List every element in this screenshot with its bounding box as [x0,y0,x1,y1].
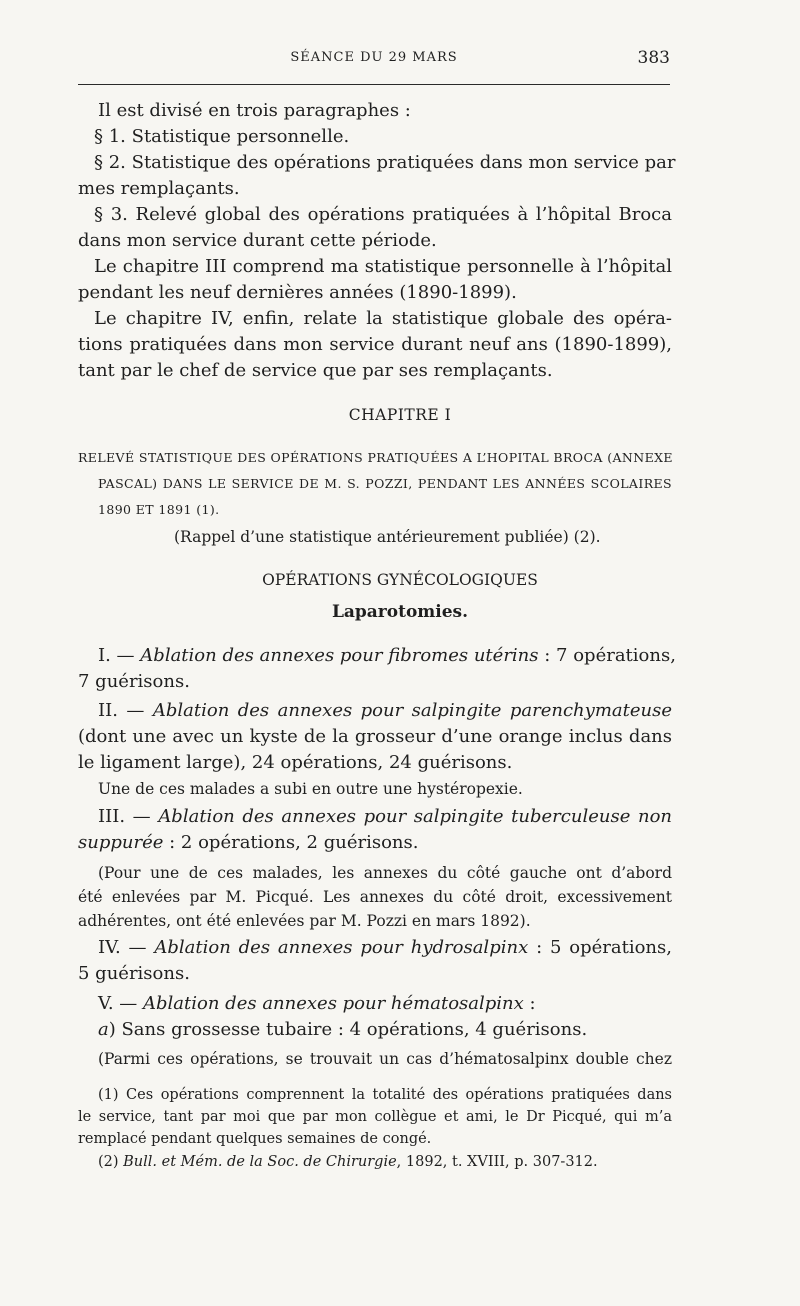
page-number: 383 [637,48,670,68]
intro-line: dans mon service durant cette période. [78,230,437,251]
footnote-1-line: le service, tant par moi que par mon collègue et ami, le Dr Picqué, qui m’a [78,1109,672,1125]
intro-line: Il est divisé en trois paragraphes : [98,100,411,121]
item-iv-count: : 5 opérations, [536,937,672,958]
item-iv-line [98,937,672,959]
item-i-title: Ablation des annexes pour fibromes utérins [140,645,539,666]
footnote-2 [98,1151,598,1173]
footnote-1-line: remplacé pendant quelques semaines de congé. [78,1131,432,1147]
item-v-a-line [98,1019,587,1041]
item-v-a-label: a [98,1019,109,1040]
item-iv-title: Ablation des annexes pour hydrosalpinx [154,937,529,958]
item-iii-line [98,806,672,828]
intro-line: tant par le chef de service que par ses remplaçants. [78,360,553,381]
footnote-2-rest: , 1892, t. XVIII, p. 307-312. [396,1154,598,1170]
item-v-a-text: ) Sans grossesse tubaire : 4 opérations, 4 guérisons. [108,1019,588,1040]
item-iii-line2 [78,832,418,854]
item-ii-line [98,700,672,722]
item-iii-number: III. — [98,806,151,827]
item-iii-note-line: (Pour une de ces malades, les annexes du côté gauche ont d’abord [98,864,672,882]
chapter-title-line: PASCAL) DANS LE SERVICE DE M. S. POZZI, PENDANT LES ANNÉES SCOLAIRES [98,476,672,491]
item-i-line2: 7 guérisons. [78,671,190,692]
intro-line: § 3. Relevé global des opérations pratiquées à l’hôpital Broca [94,204,672,225]
item-iii-note-line: adhérentes, ont été enlevées par M. Pozzi en mars 1892). [78,912,531,930]
header-rule [78,84,670,85]
item-v-colon: : [529,993,536,1014]
chapter-title-line: RELEVÉ STATISTIQUE DES OPÉRATIONS PRATIQUÉES A L’HOPITAL BROCA (ANNEXE [78,450,673,465]
rappel-note: (Rappel d’une statistique antérieurement publiée) (2). [174,528,601,546]
footnote-2-title: Bull. et Mém. de la Soc. de Chirurgie [123,1154,397,1170]
item-ii-line3: le ligament large), 24 opérations, 24 guérisons. [78,752,513,773]
item-v-note: (Parmi ces opérations, se trouvait un cas d’hématosalpinx double chez [98,1050,672,1068]
item-iv-line2: 5 guérisons. [78,963,190,984]
subsection-heading: Laparotomies. [331,602,469,622]
item-i-number: I. — [98,645,135,666]
item-v-number: V. — [98,993,138,1014]
intro-line: Le chapitre III comprend ma statistique personnelle à l’hôpital [94,256,672,277]
item-i-line [98,645,676,667]
intro-line: pendant les neuf dernières années (1890-1899). [78,282,517,303]
chapter-heading: CHAPITRE I [348,406,452,424]
item-iv-number: IV. — [98,937,147,958]
item-ii-line2: (dont une avec un kyste de la grosseur d’une orange inclus dans [78,726,672,747]
item-ii-title: Ablation des annexes pour salpingite parenchymateuse [152,700,672,721]
intro-line: § 2. Statistique des opérations pratiquées dans mon service par [94,152,676,173]
item-v-line [98,993,536,1015]
item-i-count: : 7 opérations, [544,645,676,666]
item-iii-title2: suppurée [78,832,164,853]
footnote-1-line: (1) Ces opérations comprennent la totalité des opérations pratiquées dans [98,1087,672,1103]
running-header [78,48,670,70]
item-ii-note: Une de ces malades a subi en outre une hystéropexie. [98,780,523,798]
section-heading: OPÉRATIONS GYNÉCOLOGIQUES [262,571,538,589]
item-ii-number: II. — [98,700,145,721]
item-iii-count: : 2 opérations, 2 guérisons. [169,832,419,853]
chapter-title-line: 1890 ET 1891 (1). [98,502,220,517]
running-title: SÉANCE DU 29 MARS [290,50,458,65]
item-iii-title: Ablation des annexes pour salpingite tuberculeuse non [158,806,672,827]
footnote-2-number: (2) [98,1154,119,1170]
intro-line: mes remplaçants. [78,178,240,199]
item-v-title: Ablation des annexes pour hématosalpinx [143,993,524,1014]
intro-line: Le chapitre IV, enfin, relate la statistique globale des opéra- [94,308,672,329]
intro-line: § 1. Statistique personnelle. [94,126,350,147]
intro-line: tions pratiquées dans mon service durant neuf ans (1890-1899), [78,334,672,355]
item-iii-note-line: été enlevées par M. Picqué. Les annexes du côté droit, excessivement [78,888,672,906]
